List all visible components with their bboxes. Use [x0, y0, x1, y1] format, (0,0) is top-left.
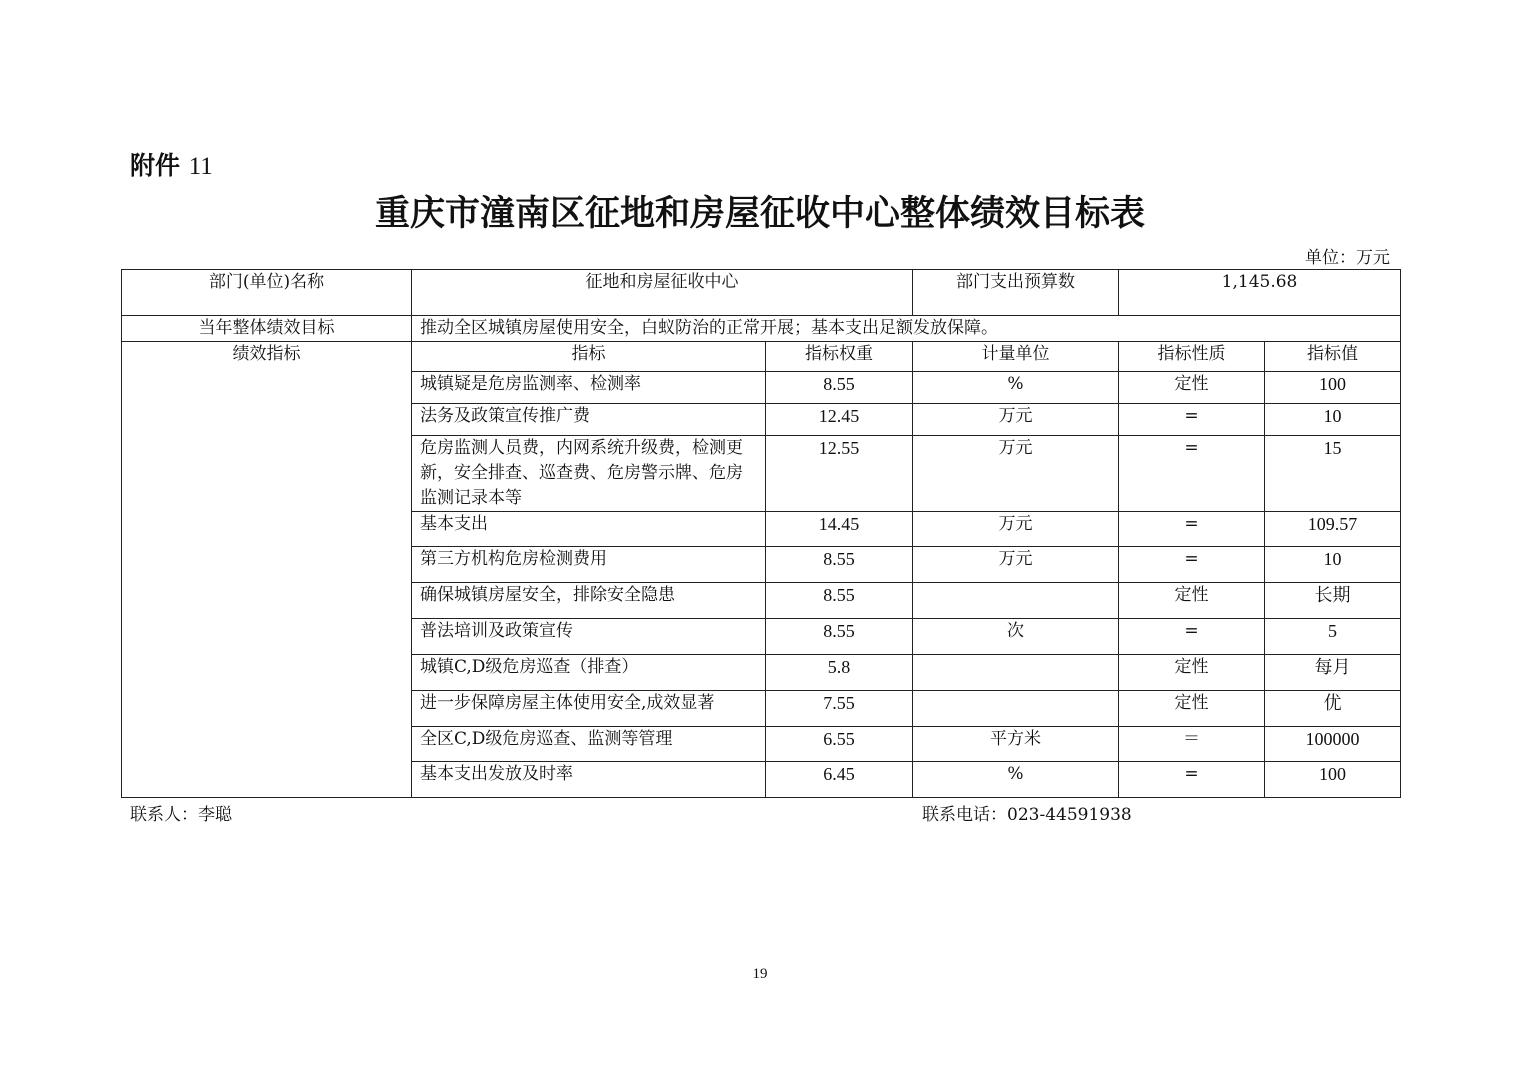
indicator-weight: 5.8 — [766, 655, 913, 691]
page-number: 19 — [752, 966, 768, 982]
column-header: 指标性质 — [1119, 342, 1265, 372]
contact-phone: 联系电话：023-44591938 — [922, 805, 1132, 825]
indicator-weight: 7.55 — [766, 691, 913, 727]
indicator-weight: 8.55 — [766, 619, 913, 655]
indicator-nature: = — [1119, 762, 1265, 798]
goal-label: 当年整体绩效目标 — [122, 316, 412, 342]
indicator-weight: 12.45 — [766, 404, 913, 436]
indicator-nature: 定性 — [1119, 655, 1265, 691]
unit-label: 单位：万元 — [1305, 248, 1390, 268]
indicator-unit: 万元 — [913, 404, 1119, 436]
indicator-nature: 定性 — [1119, 691, 1265, 727]
column-header: 指标权重 — [766, 342, 913, 372]
indicator-value: 5 — [1265, 619, 1401, 655]
column-header-row — [122, 342, 1401, 372]
attachment-number: 11 — [188, 153, 213, 180]
indicator-nature: = — [1119, 404, 1265, 436]
indicator-unit: 次 — [913, 619, 1119, 655]
attachment-label — [130, 146, 213, 182]
budget-value: 1,145.68 — [1119, 270, 1401, 316]
indicator-weight: 8.55 — [766, 583, 913, 619]
budget-label: 部门支出预算数 — [913, 270, 1119, 316]
indicator-name: 确保城镇房屋安全，排除安全隐患 — [412, 583, 766, 619]
indicator-nature: = — [1119, 547, 1265, 583]
indicator-weight: 8.55 — [766, 547, 913, 583]
indicator-value: 长期 — [1265, 583, 1401, 619]
indicator-name: 基本支出发放及时率 — [412, 762, 766, 798]
indicator-value: 15 — [1265, 436, 1401, 512]
dept-label: 部门(单位)名称 — [122, 270, 412, 316]
indicator-name: 进一步保障房屋主体使用安全,成效显著 — [412, 691, 766, 727]
indicator-name: 危房监测人员费，内网系统升级费，检测更新，安全排查、巡查费、危房警示牌、危房监测记录本等 — [412, 436, 766, 512]
indicator-name: 第三方机构危房检测费用 — [412, 547, 766, 583]
indicator-value: 109.57 — [1265, 512, 1401, 547]
indicator-unit — [913, 691, 1119, 727]
goal-value: 推动全区城镇房屋使用安全，白蚁防治的正常开展；基本支出足额发放保障。 — [412, 316, 1401, 342]
indicator-unit: % — [913, 762, 1119, 798]
indicator-nature: 定性 — [1119, 372, 1265, 404]
indicator-unit — [913, 583, 1119, 619]
indicator-name: 法务及政策宣传推广费 — [412, 404, 766, 436]
column-header: 指标值 — [1265, 342, 1401, 372]
indicator-nature: ＝ — [1119, 727, 1265, 762]
indicator-value: 10 — [1265, 404, 1401, 436]
dept-row — [122, 270, 1401, 316]
indicator-unit: % — [913, 372, 1119, 404]
attachment-label-text: 附件 — [130, 151, 181, 180]
goal-row — [122, 316, 1401, 342]
indicator-weight: 6.55 — [766, 727, 913, 762]
indicator-weight: 8.55 — [766, 372, 913, 404]
indicator-name: 全区C,D级危房巡查、监测等管理 — [412, 727, 766, 762]
indicator-nature: 定性 — [1119, 583, 1265, 619]
contact-person: 联系人：李聪 — [130, 805, 232, 825]
perf-label: 绩效指标 — [122, 342, 412, 798]
indicator-value: 100000 — [1265, 727, 1401, 762]
indicator-name: 基本支出 — [412, 512, 766, 547]
indicator-unit: 平方米 — [913, 727, 1119, 762]
indicator-weight: 14.45 — [766, 512, 913, 547]
indicator-unit: 万元 — [913, 436, 1119, 512]
column-header: 计量单位 — [913, 342, 1119, 372]
indicator-value: 100 — [1265, 372, 1401, 404]
column-header: 指标 — [412, 342, 766, 372]
indicator-value: 10 — [1265, 547, 1401, 583]
indicator-nature: = — [1119, 512, 1265, 547]
indicator-unit — [913, 655, 1119, 691]
indicator-weight: 12.55 — [766, 436, 913, 512]
indicator-value: 100 — [1265, 762, 1401, 798]
indicator-name: 城镇C,D级危房巡查（排查） — [412, 655, 766, 691]
indicator-unit: 万元 — [913, 512, 1119, 547]
indicator-weight: 6.45 — [766, 762, 913, 798]
indicator-unit: 万元 — [913, 547, 1119, 583]
dept-value: 征地和房屋征收中心 — [412, 270, 913, 316]
document-title: 重庆市潼南区征地和房屋征收中心整体绩效目标表 — [374, 194, 1145, 234]
indicator-value: 每月 — [1265, 655, 1401, 691]
indicator-name: 城镇疑是危房监测率、检测率 — [412, 372, 766, 404]
indicator-value: 优 — [1265, 691, 1401, 727]
indicator-nature: = — [1119, 436, 1265, 512]
indicator-name: 普法培训及政策宣传 — [412, 619, 766, 655]
performance-table — [121, 269, 1401, 798]
indicator-nature: = — [1119, 619, 1265, 655]
